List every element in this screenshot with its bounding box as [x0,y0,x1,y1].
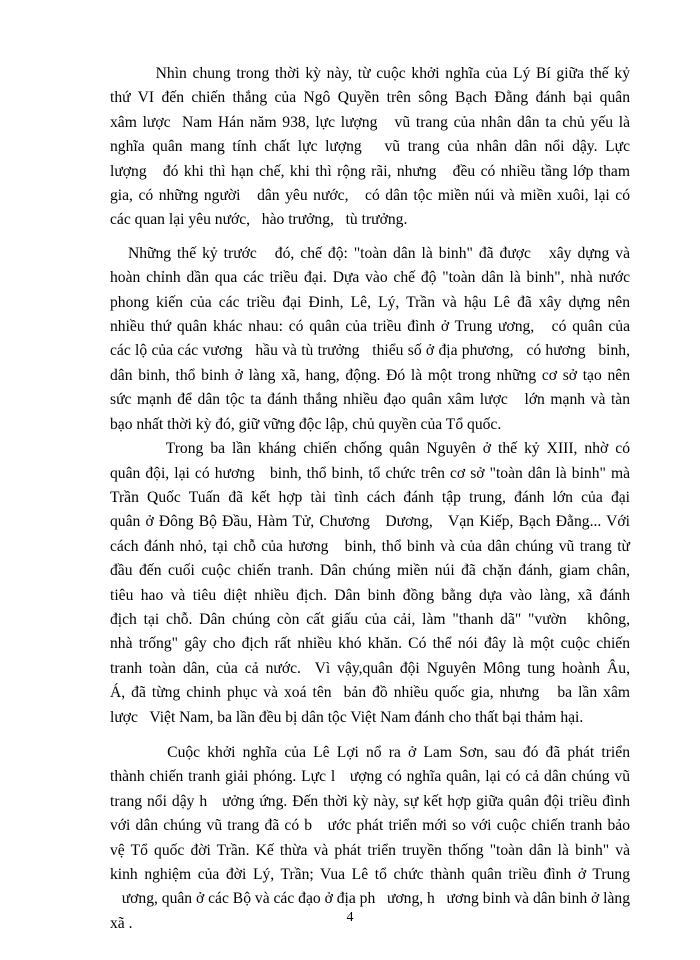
text-line: sức mạnh để dân tộc ta đánh thắng nhiều đạo quân xâm lược lớn mạnh và tàn [110,391,630,409]
text-line: xã . [110,914,133,932]
text-line: tranh toàn dân, của cả nước. Vì vậy,quân đội Nguyên Mông tung hoành Âu, [110,659,630,677]
paragraph-spacer [110,233,630,242]
text-line: các quan lại yêu nước, hào trưởng, tù trưởng. [110,211,408,229]
paragraph-spacer [110,730,630,741]
text-line: Nhìn chung trong thời kỳ này, từ cuộc khởi nghĩa của Lý Bí giữa thế kỷ [110,65,630,82]
text-line: dân binh, thổ binh ở làng xã, hang, động. Đó là một trong những cơ sở tạo nên [110,366,630,384]
paragraph-3 [110,437,630,730]
text-line: ương, quân ở các Bộ và các đạo ở địa ph ương, h ương binh và dân binh ở làng [110,890,631,908]
text-line: quân đội, lại có hương binh, thổ binh, tổ chức trên cơ sở "toàn dân là binh" mà [110,464,630,482]
text-line: hoàn chỉnh dần qua các triều đại. Dựa vào chế độ "toàn dân là binh", nhà nước [110,269,630,287]
text-line: vệ Tổ quốc đời Trần. Kế thừa và phát triển truyền thống "toàn dân là binh" và [110,841,630,859]
text-line: các lộ của các vương hầu và tù trưởng thiểu số ở địa phương, có hương binh, [110,342,630,360]
text-line: trang nổi dậy h ưởng ứng. Đến thời kỳ này, sự kết hợp giữa quân đội triều đình [110,792,630,810]
text-line: thành chiến tranh giải phóng. Lực l ượng có nghĩa quân, lại có cả dân chúng vũ [110,768,630,786]
text-line: Trần Quốc Tuấn đã kết hợp tài tình cách đánh tập trung, đánh lớn của đại [110,488,630,506]
text-line: Những thế kỷ trước đó, chế độ: "toàn dân là binh" đã được xây dựng và [110,244,630,262]
text-line: Trong ba lần kháng chiến chống quân Nguyên ở thế kỷ XIII, nhờ có [110,440,630,458]
paragraph-2 [110,242,630,437]
page-number: 4 [346,910,354,925]
text-line: Cuộc khởi nghĩa của Lê Lợi nổ ra ở Lam Sơn, sau đó đã phát triển [110,743,630,761]
text-line: nhiều thứ quân khác nhau: có quân của triều đình ở Trung ương, có quân của [110,318,630,336]
text-line: Á, đã từng chinh phục và xoá tên bản đồ nhiều quốc gia, nhưng ba lần xâm [110,684,630,702]
text-line: nhà trống" gây cho địch rất nhiều khó khăn. Có thể nói đây là một cuộc chiến [110,635,630,653]
text-line: kinh nghiệm của đời Lý, Trần; Vua Lê tổ chức thành quân triều đình ở Trung [110,866,630,883]
text-line: phong kiến của các triều đại Đinh, Lê, Lý, Trần và hậu Lê đã xây dựng nên [110,293,630,311]
paragraph-4 [110,741,630,936]
body-text [110,62,630,936]
text-line: thứ VI đến chiến thắng của Ngô Quyền trên sông Bạch Đằng đánh bại quân [110,89,630,107]
text-line: gia, có những người dân yêu nước, có dân tộc miền núi và miền xuôi, lại có [110,187,630,205]
text-line: bạo nhất thời kỳ đó, giữ vững độc lập, chủ quyền của Tổ quốc. [110,415,502,433]
paragraph-1 [110,62,630,233]
text-line: lượng đó khi thì hạn chế, khi thì rộng rãi, nhưng đều có nhiều tầng lớp tham [110,162,630,180]
text-line: xâm lược Nam Hán năm 938, lực lượng vũ trang của nhân dân ta chủ yếu là [110,113,630,131]
text-line: quân ở Đông Bộ Đầu, Hàm Tử, Chương Dương, Vạn Kiếp, Bạch Đằng... Với [110,513,630,531]
text-line: địch tại chỗ. Dân chúng còn cất giấu của cải, làm "thanh dã" "vườn không, [110,610,630,628]
text-line: lược Việt Nam, ba lần đều bị dân tộc Việt Nam đánh cho thất bại thảm hại. [110,708,584,726]
text-line: đầu đến cuối cuộc chiến tranh. Dân chúng miền núi đã chặn đánh, giam chân, [110,562,630,580]
text-line: với dân chúng vũ trang đã có b ước phát triển mới so với cuộc chiến tranh bảo [110,817,630,835]
text-line: nghĩa quân mang tính chất lực lượng vũ trang của nhân dân nổi dậy. Lực [110,138,630,156]
text-line: tiêu hao và tiêu diệt nhiều địch. Dân binh đồng bằng dựa vào làng, xã đánh [110,586,630,604]
text-line: cách đánh nhỏ, tại chỗ của hương binh, thổ binh và của dân chúng vũ trang từ [110,537,630,555]
